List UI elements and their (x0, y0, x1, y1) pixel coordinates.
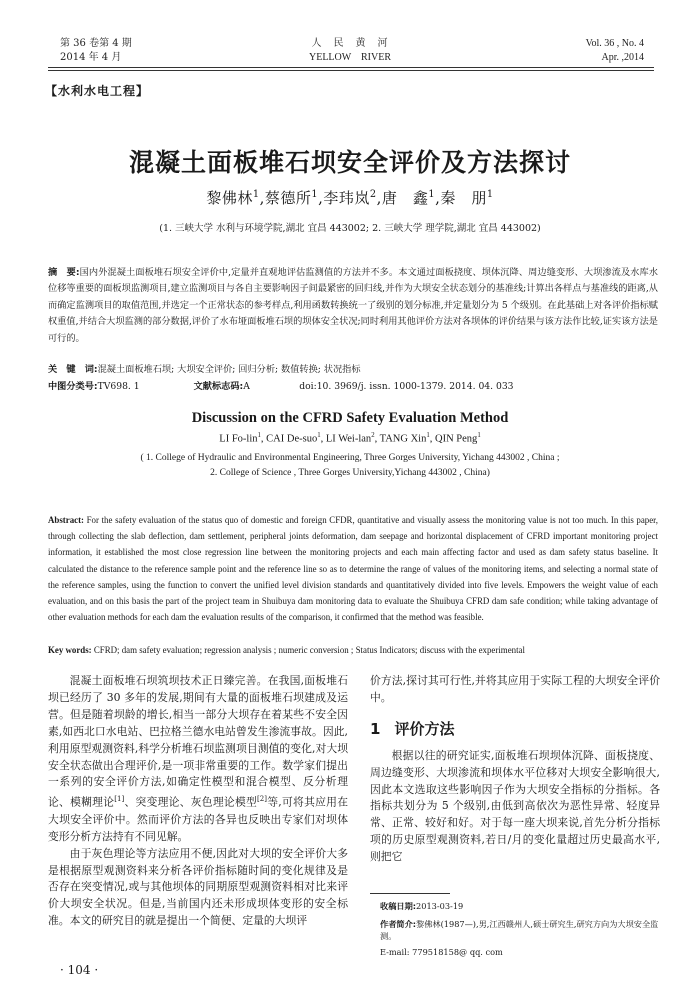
doi: doi:10. 3969/j. issn. 1000-1379. 2014. 04. 033 (299, 381, 514, 392)
footnote-received: 收稿日期:2013-03-19 (380, 901, 464, 911)
keywords-cn-text: 混凝土面板堆石坝; 大坝安全评价; 回归分析; 数值转换; 状况指标 (97, 364, 361, 375)
author-cn: 黎佛林 (206, 189, 253, 207)
journal-name-cn: 人 民 黄 河 (311, 38, 389, 49)
affiliation-en (0, 451, 700, 481)
doc-code-value: A (243, 381, 250, 392)
author-en: LI Wei-lan (325, 433, 372, 445)
journal-volume-cn: 第 36 卷第 4 期 (60, 38, 132, 49)
paper-title-en: Discussion on the CFRD Safety Evaluation Method (191, 410, 509, 426)
section-title: 评价方法 (394, 719, 455, 738)
footnote-email: E-mail: 779518158@ qq. com (380, 947, 503, 957)
header-rule-top (48, 67, 654, 68)
abstract-en (48, 512, 658, 625)
clc-value: TV698. 1 (97, 381, 140, 392)
journal-date-en: Apr. ,2014 (601, 52, 644, 63)
author-en: CAI De-suo (266, 433, 318, 445)
section-number: 1 (370, 719, 381, 738)
author-cn: 唐 鑫 (381, 189, 429, 207)
keywords-en-label: Key words: (48, 645, 92, 655)
paper-title-cn: 混凝土面板堆石坝安全评价及方法探讨 (128, 148, 571, 177)
abstract-en-text: For the safety evaluation of the status quo of domestic and foreign CFDR, quantitative and visually assess the monitoring value is not too much. In this paper, through collecting the slab deflection, dam settlement, peripheral joints deformation, dam seepage and horizontal displacement of CFRD important monitoring project information, it established the most close regression line between the monitoring projects and each main affecting factor and used as dam safety status baseline. It calculated the distance to the reference sample point and the reference line so as to determine the range of values of the monitoring items, and selecting a normal state of the reference samples, using the function to convert the unified level division standards and quantitatively divided into five levels. Empowers the weight value of each evaluation, and on this basis the part of the project team in Shuibuya dam monitoring data to evaluate the Shuibuya CFRD dam safe condition; while taking advantage of other evaluation methods for each dam the evaluation results of the comparison, it confirmed that the method was feasible. (48, 515, 658, 623)
body-paragraph: 价方法,探讨其可行性,并将其应用于实际工程的大坝安全评价中。 (370, 674, 660, 704)
affiliation-en-line1: ( 1. College of Hydraulic and Environmental Engineering, Three Gorges University, Yichang 443002 , China ; (140, 453, 560, 463)
author-cn: 蔡德所 (264, 189, 312, 207)
header-rule-bottom (48, 70, 654, 71)
page-number: · 104 · (60, 963, 99, 977)
footnote-rule (370, 893, 450, 894)
footnote (380, 898, 660, 961)
author-en: TANG Xin (379, 433, 427, 445)
body-left-column (48, 673, 348, 930)
abstract-cn-text: 国内外混凝土面板堆石坝安全评价中,定量并直观地评估监测值的方法并不多。本文通过面板挠度、坝体沉降、周边缝变形、大坝渗流及水库水位移等重要的面板坝监测项目,建立监测项目与各自主要影响因子间最紧密的回归线,并作为大坝安全状态划分的基准线;计算出各样点与基准线的距离,从而确定监测项目的取值范围,并选定一个正常状态的参考样点,利用函数转换统一了级别的划分标准,并定量划分为 5 个级别。在此基础上对各评价指标赋权重值,并结合大坝监测的部分数据,评价了水布垭面板堆石坝的坝体安全状况;同时利用其他评价方法对各坝体的评价结果与该方法作比较,证实该方法是可行的。 (48, 267, 658, 344)
affiliation-cn: (1. 三峡大学 水利与环境学院,湖北 宜昌 443002; 2. 三峡大学 理学院,湖北 宜昌 443002) (159, 223, 541, 234)
authors-cn: 黎佛林$^1$,蔡德所$^1$,李玮岚$^2$,唐 鑫$^1$,秦 朋$^1$ (206, 189, 494, 207)
section-tag: 【水利水电工程】 (45, 84, 150, 98)
keywords-cn-label: 关 键 词: (48, 364, 98, 375)
body-paragraph: 根据以往的研究证实,面板堆石坝坝体沉降、面板挠度、周边缝变形、大坝渗流和坝体水平位移对大坝安全影响很大,因此本文选取这些影响因子作为大坝安全指标的分指标。各指标共划分为 5 个级别,由低到高依次为恶性异常、轻度异常、正常、较好和好。对于每一座大坝来说,首先分析分指标项的历史原型观测资料,若日/月的变化量超过历史最高水平,则把它 (370, 748, 660, 864)
body-paragraph: 由于灰色理论等方法应用不便,因此对大坝的安全评价大多是根据原型观测资料来分析各评价指标随时间的变化规律及是否存在突变情况,或与其他坝体的同期原型观测资料相对比来评价大坝安全状况。但是,当前国内还未形成坝体变形的安全标准。本文的研究目的就是提出一个简便、定量的大坝评 (48, 846, 348, 928)
journal-volume-en: Vol. 36 , No. 4 (585, 38, 644, 49)
footnote-author: 作者简介:黎佛林(1987—),男,江西赣州人,硕士研究生,研究方向为大坝安全监测。 (380, 919, 659, 941)
body-right-column (370, 673, 660, 866)
authors-en: LI Fo-lin$^1$, CAI De-suo$^1$, LI Wei-lan$^2$, TANG Xin$^1$, QIN Peng$^1$ (219, 432, 481, 445)
body-paragraph: 混凝土面板堆石坝筑坝技术正日臻完善。在我国,面板堆石坝已经历了 30 多年的发展,期间有大量的面板堆石坝建成及运营。但是随着坝龄的增长,相当一部分大坝存在着某些不安全因素,如西北口水电站、巴拉格兰德水电站曾发生渗流事故。因此,利用原型观测资料,科学分析堆石坝监测项目测值的变化,对大坝安全状态做出合理评价,是一项非常重要的工作。数学家们提出一系列的安全评价方法,如确定性模型和混合模型、反分析理论、模糊理论[1]、突变理论、灰色理论模型[2]等,可将其应用在大坝安全评价中。然而评价方法的各异也反映出专家们对坝体变形分析方法持有不同见解。 (48, 674, 349, 843)
abstract-en-label: Abstract: (48, 515, 84, 525)
author-cn: 秦 朋 (440, 189, 487, 207)
affiliation-en-line2: 2. College of Science , Three Gorges University,Yichang 443002 , China) (210, 468, 490, 478)
keywords-cn (48, 363, 658, 377)
citation: [1] (114, 794, 125, 804)
abstract-cn-label: 摘 要: (48, 267, 80, 278)
clc-label: 中图分类号: (48, 381, 98, 392)
author-en: QIN Peng (435, 433, 478, 445)
journal-date-cn: 2014 年 4 月 (60, 52, 122, 63)
classification-cn (48, 380, 658, 394)
author-en: LI Fo-lin (219, 433, 258, 445)
citation: [2] (257, 794, 267, 804)
section-heading (370, 721, 660, 738)
journal-name-en: YELLOW RIVER (308, 52, 392, 63)
author-cn: 李玮岚 (323, 189, 370, 207)
keywords-en-text: CFRD; dam safety evaluation; regression analysis ; numeric conversion ; Status Indicators; discuss with the experimental (93, 645, 525, 655)
doc-code-label: 文献标志码: (193, 381, 244, 392)
keywords-en (48, 644, 658, 657)
abstract-cn (48, 265, 658, 347)
